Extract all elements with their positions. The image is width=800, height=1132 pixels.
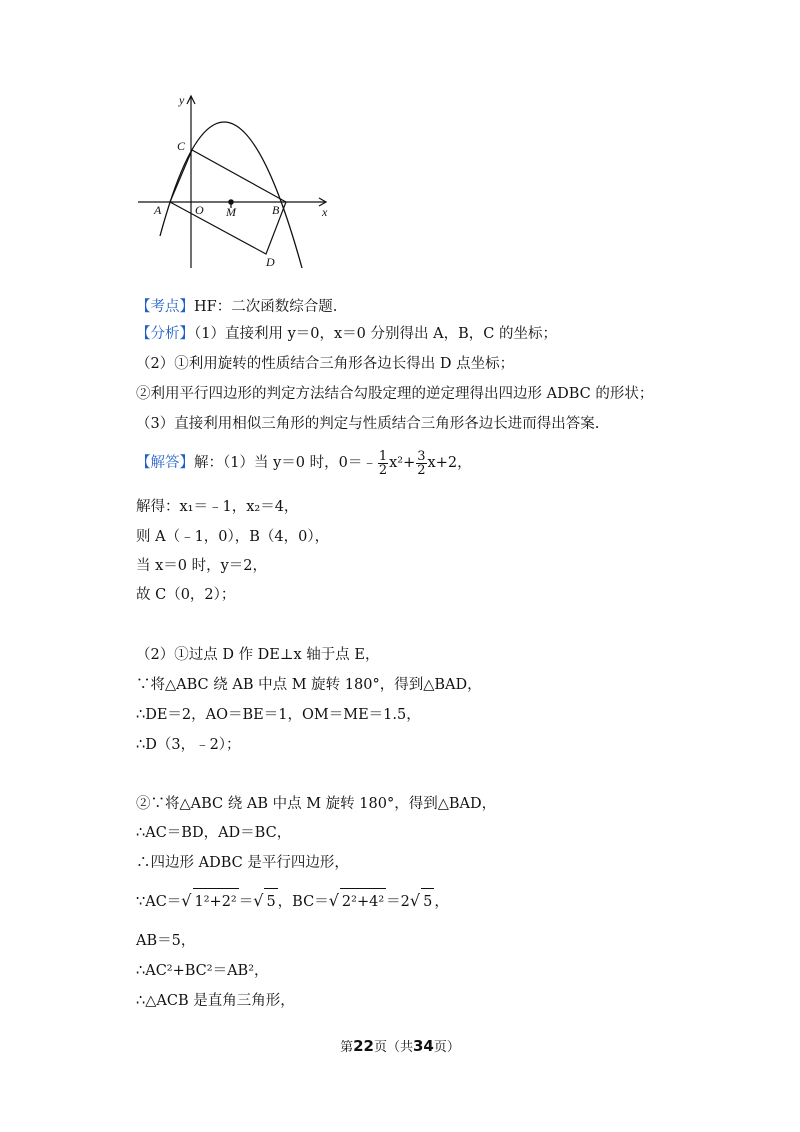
solution-line-s13: AB＝5， <box>136 933 196 949</box>
radical-sign-2: √ <box>253 891 264 910</box>
sqrt-line-p5: ， <box>434 894 449 910</box>
footer-mid: 页（共 <box>373 1040 413 1055</box>
radical-sign-4: √ <box>409 891 421 910</box>
radical-sign-1: √ <box>181 891 192 910</box>
sqrt-line-p1: ∵AC＝ <box>136 894 182 910</box>
solution-line-s15: ∴△ACB 是直角三角形， <box>136 993 295 1009</box>
coordinate-figure <box>136 88 336 278</box>
kaodian-tag: 【考点】 <box>136 299 194 315</box>
fraction-three-halves <box>416 450 426 477</box>
kaodian-text: HF：二次函数综合题. <box>194 299 338 315</box>
solution-line-s9: ②∵将△ABC 绕 AB 中点 M 旋转 180°，得到△BAD， <box>136 796 497 812</box>
label-y: y <box>179 93 185 107</box>
fenxi-line-3: ②利用平行四边形的判定方法结合勾股定理的逆定理得出四边形 ADBC 的形状； <box>136 386 654 402</box>
fraction-three-halves-numerator: 3 <box>417 448 426 464</box>
fraction-half-denominator: 2 <box>378 462 388 478</box>
fraction-three-halves-denominator: 2 <box>417 462 426 478</box>
footer-pre: 第 <box>340 1040 354 1055</box>
solution-line-s3: 当 x＝0 时，y＝2， <box>136 558 268 574</box>
fraction-half <box>378 450 388 477</box>
solution-line-s5: （2）①过点 D 作 DE⊥x 轴于点 E， <box>136 647 380 663</box>
sqrt-line-p3: ，BC＝ <box>277 894 329 910</box>
sqrt-line-p4: ＝2 <box>386 894 410 910</box>
label-O: O <box>195 203 204 217</box>
sqrt-line-p2: ＝ <box>238 894 254 910</box>
label-x: x <box>322 205 328 219</box>
solution-line-s4: 故 C（0，2）； <box>136 587 236 603</box>
fenxi-line-2: （2）①利用旋转的性质结合三角形各边长得出 D 点坐标； <box>136 356 515 372</box>
radicand-2: 5 <box>264 888 277 915</box>
jieda-mid: x²+ <box>389 455 416 471</box>
jieda-tag: 【解答】 <box>136 455 194 471</box>
label-M: M <box>226 205 236 219</box>
kaodian-line <box>136 297 337 317</box>
footer-post: 页） <box>433 1040 460 1055</box>
solution-line-s1: 解得：x₁＝﹣1，x₂＝4， <box>136 499 299 515</box>
parabola-diagram <box>136 88 336 278</box>
label-A: A <box>154 203 162 217</box>
fenxi-text-1: （1）直接利用 y＝0，x＝0 分别得出 A，B，C 的坐标； <box>194 326 557 342</box>
solution-line-s2: 则 A（﹣1，0），B（4，0）， <box>136 529 330 545</box>
solution-line-s6: ∵将△ABC 绕 AB 中点 M 旋转 180°，得到△BAD， <box>136 677 482 693</box>
label-C: C <box>177 139 186 153</box>
fenxi-tag: 【分析】 <box>136 326 194 342</box>
radicand-4: 5 <box>421 888 434 915</box>
sqrt-line <box>136 888 449 915</box>
radicand-3: 2²+4² <box>340 888 386 915</box>
footer-page-number: 22 <box>353 1037 374 1055</box>
label-D: D <box>266 255 275 269</box>
solution-line-s14: ∴AC²+BC²＝AB²， <box>136 963 269 979</box>
solution-line-s11: ∴四边形 ADBC 是平行四边形， <box>136 855 349 871</box>
jieda-post: x+2， <box>427 455 472 471</box>
fenxi-line-1 <box>136 324 557 344</box>
solution-line-s7: ∴DE＝2，AO＝BE＝1，OM＝ME＝1.5， <box>136 707 421 723</box>
fenxi-line-4: （3）直接利用相似三角形的判定与性质结合三角形各边长进而得出答案. <box>136 416 600 432</box>
radical-sign-3: √ <box>328 891 339 910</box>
label-B: B <box>272 203 280 217</box>
page-footer <box>0 1036 800 1055</box>
jieda-line <box>136 448 472 478</box>
jieda-pre: 解：（1）当 y＝0 时，0＝﹣ <box>194 455 377 471</box>
footer-total-pages: 34 <box>413 1037 434 1055</box>
radicand-1: 1²+2² <box>193 888 239 915</box>
solution-line-s10: ∴AC＝BD，AD＝BC， <box>136 825 292 841</box>
solution-line-s8: ∴D（3，﹣2）； <box>136 737 241 753</box>
fraction-half-numerator: 1 <box>378 448 388 464</box>
